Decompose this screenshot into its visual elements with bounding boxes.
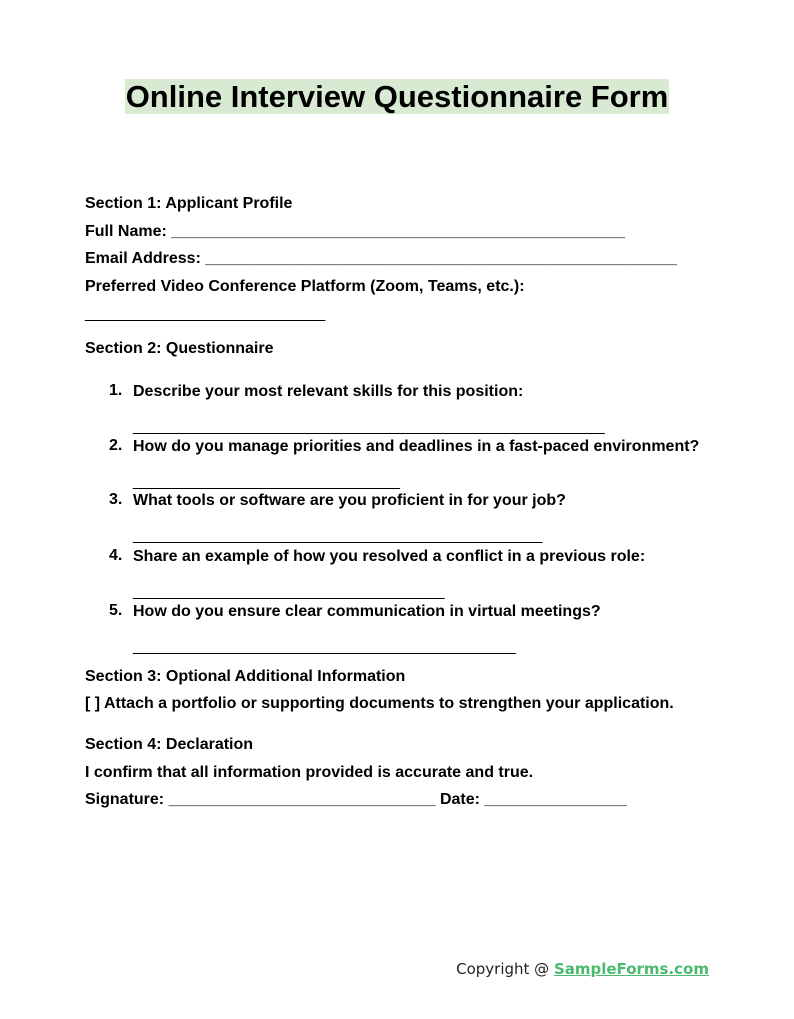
- declaration-text: I confirm that all information provided is accurate and true.: [85, 763, 534, 781]
- question-number: 4.: [109, 546, 123, 564]
- question-number: 2.: [109, 436, 123, 454]
- attach-portfolio-checkbox[interactable]: [ ] Attach a portfolio or supporting documents to strengthen your application.: [85, 695, 674, 712]
- question-item: [85, 491, 725, 547]
- question-number: 3.: [109, 490, 123, 508]
- title-wrapper: [0, 79, 794, 114]
- question-text: Describe your most relevant skills for this position:: [133, 382, 524, 400]
- email-field[interactable]: Email Address: _____________________________________________________: [85, 250, 677, 267]
- question-text: How do you manage priorities and deadlines in a fast-paced environment?: [133, 437, 700, 455]
- question-number: 5.: [109, 601, 123, 619]
- question-item: [85, 382, 725, 437]
- section4-heading: Section 4: Declaration: [85, 735, 254, 753]
- question-text: How do you ensure clear communication in virtual meetings?: [133, 602, 601, 620]
- question-number: 1.: [109, 381, 123, 399]
- answer-field[interactable]: _____________________________________________________: [133, 417, 605, 435]
- answer-field[interactable]: ___________________________________________: [133, 637, 516, 655]
- brand-link[interactable]: SampleForms.com: [553, 960, 709, 978]
- platform-label: Preferred Video Conference Platform (Zoom, Teams, etc.):: [85, 277, 525, 295]
- question-list: [85, 382, 725, 657]
- copyright-text: Copyright @: [456, 960, 554, 978]
- answer-field[interactable]: ___________________________________: [133, 582, 445, 600]
- question-item: [85, 602, 725, 657]
- question-text: What tools or software are you proficient in for your job?: [133, 491, 566, 509]
- full-name-field[interactable]: Full Name: ___________________________________________________: [85, 222, 626, 240]
- answer-field[interactable]: ______________________________________________: [133, 526, 543, 544]
- question-item: [85, 437, 725, 491]
- page-title: Online Interview Questionnaire Form: [125, 79, 669, 114]
- question-item: [85, 547, 725, 602]
- form-body: [85, 190, 725, 810]
- platform-field[interactable]: ___________________________: [85, 305, 326, 322]
- question-text: Share an example of how you resolved a conflict in a previous role:: [133, 547, 646, 565]
- footer-copyright: [456, 960, 709, 978]
- signature-date-field[interactable]: Signature: ______________________________ Date: ________________: [85, 790, 627, 808]
- section3-heading: Section 3: Optional Additional Information: [85, 667, 406, 685]
- section1-heading: Section 1: Applicant Profile: [85, 195, 293, 212]
- answer-field[interactable]: ______________________________: [133, 472, 400, 490]
- section2-heading: Section 2: Questionnaire: [85, 339, 274, 357]
